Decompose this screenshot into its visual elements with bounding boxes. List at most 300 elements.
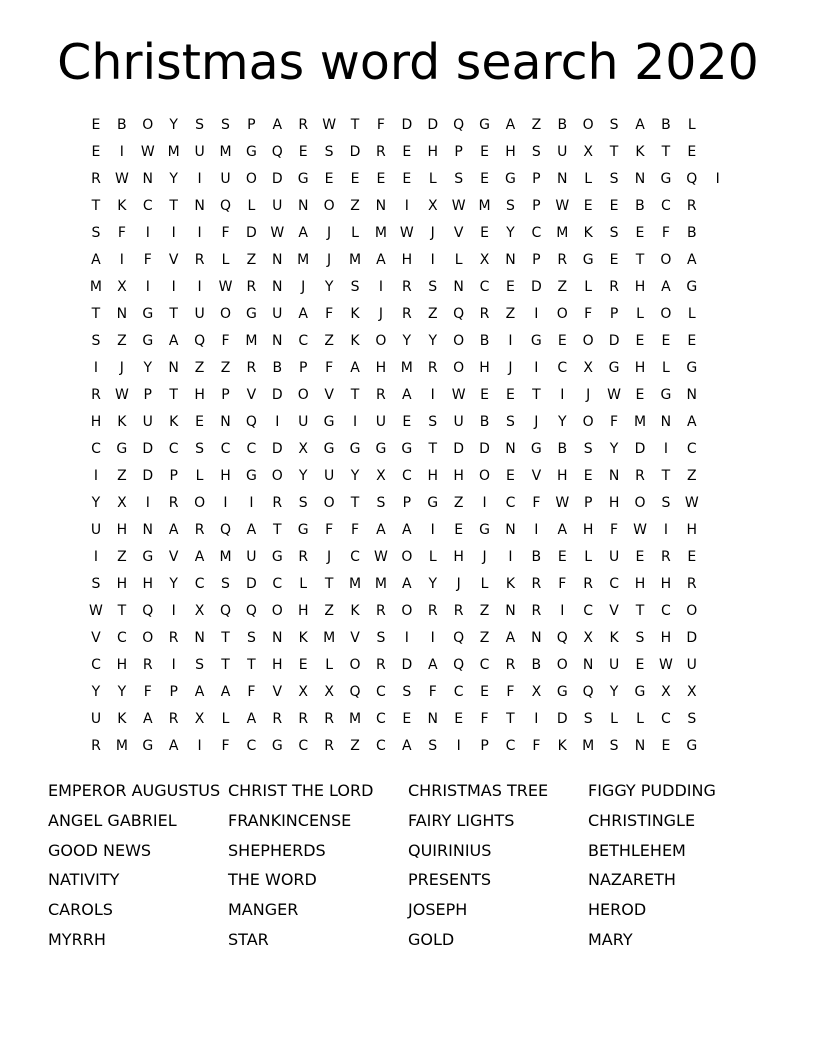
word-list-item: NAZARETH xyxy=(588,870,676,890)
grid-letter: Y xyxy=(169,171,178,187)
grid-letter: F xyxy=(532,738,541,754)
word-list-item: THE WORD xyxy=(228,870,317,890)
grid-letter: M xyxy=(400,360,413,376)
grid-letter: E xyxy=(454,711,464,727)
grid-letter: M xyxy=(323,630,336,646)
grid-letter: T xyxy=(609,144,619,160)
grid-letter: Q xyxy=(453,657,465,673)
grid-letter: S xyxy=(91,576,101,592)
grid-letter: S xyxy=(506,198,515,214)
grid-letter: R xyxy=(505,657,516,673)
grid-letter: I xyxy=(404,630,409,646)
grid-letter: G xyxy=(271,738,283,754)
grid-row xyxy=(83,436,731,463)
grid-row xyxy=(83,382,731,409)
grid-letter: E xyxy=(635,549,645,565)
grid-row xyxy=(83,301,731,328)
grid-letter: K xyxy=(117,414,127,430)
grid-letter: F xyxy=(506,684,515,700)
word-list-item: CHRIST THE LORD xyxy=(228,781,374,800)
grid-letter: A xyxy=(505,630,516,646)
grid-letter: C xyxy=(686,441,697,457)
grid-letter: P xyxy=(480,738,489,754)
grid-letter: U xyxy=(608,657,620,673)
grid-letter: I xyxy=(197,171,202,187)
grid-letter: K xyxy=(117,711,127,727)
grid-letter: H xyxy=(375,360,387,376)
grid-letter: R xyxy=(686,198,697,214)
grid-letter: E xyxy=(376,171,386,187)
grid-letter: I xyxy=(223,495,228,511)
grid-letter: N xyxy=(272,630,283,646)
grid-letter: D xyxy=(634,441,646,457)
grid-letter: B xyxy=(557,117,568,133)
grid-letter: M xyxy=(245,333,258,349)
grid-letter: Y xyxy=(298,468,308,484)
grid-letter: Q xyxy=(271,144,283,160)
grid-letter: V xyxy=(168,549,179,565)
grid-letter: F xyxy=(610,522,619,538)
grid-letter: R xyxy=(376,657,386,673)
grid-letter: O xyxy=(401,603,413,619)
grid-letter: G xyxy=(271,549,283,565)
grid-letter: X xyxy=(194,711,205,727)
grid-letter: A xyxy=(194,684,205,700)
grid-letter: G xyxy=(660,171,672,187)
grid-letter: R xyxy=(272,495,283,511)
grid-letter: L xyxy=(687,117,696,133)
grid-letter: N xyxy=(272,333,283,349)
grid-letter: V xyxy=(531,468,542,484)
grid-letter: R xyxy=(91,738,101,754)
word-list-item: GOOD NEWS xyxy=(48,840,152,860)
grid-letter: C xyxy=(557,360,568,376)
grid-letter: U xyxy=(246,549,257,565)
grid-letter: A xyxy=(376,252,386,268)
grid-letter: E xyxy=(506,468,515,484)
grid-letter: E xyxy=(480,225,489,241)
grid-letter: I xyxy=(663,522,668,538)
grid-letter: S xyxy=(91,333,101,349)
grid-letter: P xyxy=(583,495,593,511)
grid-letter: N xyxy=(453,279,464,295)
word-list-item: SHEPHERDS xyxy=(228,840,326,860)
grid-letter: X xyxy=(687,684,697,700)
grid-letter: F xyxy=(480,711,489,727)
grid-letter: Z xyxy=(479,630,490,646)
word-list-item: GOLD xyxy=(408,929,455,949)
grid-letter: N xyxy=(660,414,672,430)
grid-letter: M xyxy=(478,198,491,214)
grid-letter: H xyxy=(142,576,154,592)
grid-letter: W xyxy=(633,522,647,538)
grid-letter: G xyxy=(660,387,672,403)
grid-letter: E xyxy=(661,738,671,754)
grid-letter: R xyxy=(531,576,542,592)
grid-letter: N xyxy=(505,441,516,457)
grid-row xyxy=(83,517,731,544)
grid-letter: V xyxy=(91,630,101,646)
grid-letter: U xyxy=(90,711,102,727)
grid-letter: A xyxy=(557,522,568,538)
grid-letter: S xyxy=(661,495,671,511)
grid-letter: Q xyxy=(453,630,465,646)
grid-letter: J xyxy=(327,225,332,241)
grid-letter: N xyxy=(505,252,516,268)
word-list-item: FAIRY LIGHTS xyxy=(408,810,515,830)
grid-letter: S xyxy=(583,441,593,457)
grid-letter: I xyxy=(249,495,254,511)
grid-letter: G xyxy=(401,441,413,457)
grid-letter: Q xyxy=(219,603,231,619)
grid-letter: B xyxy=(272,360,283,376)
grid-letter: C xyxy=(298,333,309,349)
grid-letter: E xyxy=(687,144,697,160)
grid-letter: N xyxy=(608,468,620,484)
grid-letter: A xyxy=(220,684,231,700)
grid-letter: S xyxy=(91,225,101,241)
grid-letter: I xyxy=(171,279,176,295)
grid-letter: C xyxy=(272,576,283,592)
grid-letter: H xyxy=(505,144,516,160)
grid-letter: H xyxy=(272,657,283,673)
grid-letter: B xyxy=(531,657,542,673)
grid-letter: G xyxy=(686,360,698,376)
grid-letter: X xyxy=(298,684,308,700)
grid-letter: I xyxy=(352,414,358,430)
grid-letter: A xyxy=(350,360,360,376)
grid-letter: H xyxy=(427,144,438,160)
grid-letter: O xyxy=(582,333,594,349)
grid-letter: R xyxy=(686,576,697,592)
grid-letter: C xyxy=(376,738,386,754)
grid-letter: X xyxy=(583,360,593,376)
grid-letter: I xyxy=(508,333,513,349)
grid-letter: O xyxy=(323,198,335,214)
grid-letter: S xyxy=(376,630,386,646)
grid-letter: T xyxy=(273,522,282,538)
grid-letter: C xyxy=(91,441,101,457)
grid-letter: E xyxy=(687,333,697,349)
grid-letter: T xyxy=(169,306,178,322)
grid-letter: W xyxy=(89,603,103,619)
grid-letter: Y xyxy=(557,414,567,430)
grid-letter: B xyxy=(117,117,127,133)
grid-letter: E xyxy=(635,225,645,241)
grid-letter: O xyxy=(401,549,413,565)
grid-letter: S xyxy=(428,279,438,295)
grid-letter: I xyxy=(93,468,99,484)
grid-letter: P xyxy=(169,684,178,700)
grid-letter: X xyxy=(298,441,308,457)
grid-letter: O xyxy=(582,117,594,133)
grid-letter: V xyxy=(453,225,464,241)
grid-letter: N xyxy=(220,414,231,430)
grid-letter: U xyxy=(323,468,335,484)
grid-letter: Q xyxy=(142,603,154,619)
letter-grid xyxy=(83,112,731,760)
grid-letter: Z xyxy=(246,252,257,268)
grid-letter: G xyxy=(297,522,309,538)
grid-letter: V xyxy=(168,252,179,268)
grid-letter: G xyxy=(375,441,387,457)
grid-letter: G xyxy=(142,333,154,349)
grid-letter: I xyxy=(197,225,202,241)
word-list-item: QUIRINIUS xyxy=(408,840,492,860)
grid-letter: T xyxy=(635,252,645,268)
grid-letter: T xyxy=(661,144,671,160)
grid-letter: X xyxy=(583,144,593,160)
grid-letter: C xyxy=(298,738,309,754)
word-list xyxy=(48,776,768,955)
grid-letter: E xyxy=(480,684,489,700)
grid-letter: L xyxy=(610,711,618,727)
grid-letter: R xyxy=(376,144,386,160)
grid-letter: N xyxy=(272,252,283,268)
grid-letter: A xyxy=(687,252,697,268)
grid-letter: L xyxy=(687,306,696,322)
grid-letter: Q xyxy=(219,198,231,214)
grid-letter: D xyxy=(271,387,283,403)
grid-letter: Z xyxy=(687,468,697,484)
grid-letter: I xyxy=(430,630,435,646)
grid-letter: M xyxy=(556,225,569,241)
grid-letter: O xyxy=(453,333,465,349)
grid-letter: Z xyxy=(350,198,360,214)
grid-letter: B xyxy=(635,198,645,214)
grid-letter: G xyxy=(323,441,335,457)
grid-letter: G xyxy=(556,684,568,700)
grid-letter: R xyxy=(168,630,179,646)
grid-letter: F xyxy=(558,576,567,592)
page-title: Christmas word search 2020 xyxy=(57,34,759,91)
grid-letter: P xyxy=(609,306,619,322)
grid-letter: N xyxy=(505,603,516,619)
grid-letter: E xyxy=(506,387,515,403)
grid-letter: U xyxy=(220,171,231,187)
grid-letter: U xyxy=(557,144,568,160)
grid-letter: E xyxy=(350,171,360,187)
grid-letter: M xyxy=(115,738,128,754)
grid-letter: C xyxy=(479,657,490,673)
grid-row xyxy=(83,598,731,625)
grid-letter: C xyxy=(661,711,671,727)
grid-letter: M xyxy=(167,144,180,160)
grid-letter: K xyxy=(298,630,308,646)
grid-letter: S xyxy=(195,657,205,673)
grid-letter: U xyxy=(453,414,464,430)
grid-letter: C xyxy=(91,657,101,673)
grid-letter: D xyxy=(427,117,439,133)
grid-letter: S xyxy=(506,414,515,430)
grid-letter: S xyxy=(454,171,464,187)
grid-letter: C xyxy=(246,441,257,457)
grid-letter: V xyxy=(272,684,283,700)
grid-letter: F xyxy=(143,684,152,700)
grid-letter: E xyxy=(661,333,671,349)
grid-letter: E xyxy=(609,252,619,268)
grid-row xyxy=(83,247,731,274)
grid-letter: R xyxy=(91,171,101,187)
grid-letter: E xyxy=(635,387,645,403)
grid-letter: T xyxy=(635,603,645,619)
grid-letter: Y xyxy=(428,576,438,592)
grid-letter: Z xyxy=(505,306,516,322)
grid-letter: M xyxy=(219,144,232,160)
grid-letter: L xyxy=(195,468,204,484)
grid-letter: Y xyxy=(402,333,412,349)
grid-letter: C xyxy=(479,279,490,295)
grid-letter: D xyxy=(608,333,620,349)
grid-letter: D xyxy=(349,144,361,160)
grid-letter: H xyxy=(453,468,464,484)
grid-letter: H xyxy=(479,360,490,376)
grid-letter: M xyxy=(582,738,595,754)
grid-letter: R xyxy=(661,549,671,565)
grid-letter: S xyxy=(609,225,619,241)
grid-letter: O xyxy=(142,630,154,646)
grid-letter: H xyxy=(194,387,205,403)
grid-letter: X xyxy=(194,603,205,619)
grid-letter: X xyxy=(117,495,127,511)
word-list-item: MANGER xyxy=(228,900,299,920)
grid-letter: C xyxy=(376,684,386,700)
grid-letter: C xyxy=(116,630,127,646)
grid-letter: T xyxy=(91,306,101,322)
grid-letter: C xyxy=(531,225,542,241)
word-list-item: FRANKINCENSE xyxy=(228,810,352,830)
grid-letter: G xyxy=(245,306,257,322)
grid-letter: U xyxy=(608,549,620,565)
grid-letter: T xyxy=(91,198,101,214)
grid-letter: V xyxy=(324,387,334,403)
grid-letter: L xyxy=(247,198,256,214)
grid-letter: J xyxy=(586,387,591,403)
grid-letter: S xyxy=(350,279,360,295)
grid-letter: N xyxy=(272,279,283,295)
grid-row xyxy=(83,409,731,436)
grid-letter: I xyxy=(508,549,513,565)
grid-letter: N xyxy=(168,360,179,376)
grid-letter: S xyxy=(221,576,230,592)
grid-letter: N xyxy=(505,522,516,538)
grid-letter: N xyxy=(557,171,568,187)
grid-letter: B xyxy=(479,414,490,430)
grid-letter: C xyxy=(220,441,231,457)
grid-letter: R xyxy=(609,279,619,295)
grid-letter: R xyxy=(557,252,568,268)
grid-letter: A xyxy=(298,306,308,322)
grid-letter: H xyxy=(634,360,646,376)
word-list-item: EMPEROR AUGUSTUS xyxy=(48,781,221,800)
grid-row xyxy=(83,355,731,382)
grid-letter: G xyxy=(349,441,361,457)
grid-letter: L xyxy=(454,252,463,268)
grid-letter: D xyxy=(686,630,698,646)
grid-letter: I xyxy=(404,198,409,214)
grid-letter: L xyxy=(584,549,593,565)
grid-letter: X xyxy=(479,252,490,268)
grid-letter: Y xyxy=(609,441,619,457)
word-list-item: STAR xyxy=(228,929,269,949)
grid-letter: D xyxy=(246,576,257,592)
grid-letter: F xyxy=(221,333,230,349)
grid-letter: H xyxy=(401,252,413,268)
grid-letter: K xyxy=(635,144,645,160)
grid-letter: O xyxy=(271,468,283,484)
grid-letter: W xyxy=(270,225,285,241)
grid-letter: R xyxy=(376,603,386,619)
grid-letter: S xyxy=(324,144,334,160)
grid-letter: R xyxy=(427,603,438,619)
grid-letter: O xyxy=(453,360,465,376)
grid-letter: R xyxy=(298,711,309,727)
grid-letter: A xyxy=(402,576,412,592)
grid-letter: E xyxy=(195,414,204,430)
grid-letter: W xyxy=(684,495,699,511)
grid-letter: W xyxy=(555,198,570,214)
grid-letter: A xyxy=(142,711,153,727)
grid-letter: I xyxy=(145,225,150,241)
grid-letter: B xyxy=(479,333,490,349)
grid-letter: J xyxy=(534,414,539,430)
grid-letter: E xyxy=(506,279,515,295)
grid-letter: E xyxy=(298,657,308,673)
grid-letter: F xyxy=(221,225,230,241)
grid-letter: M xyxy=(348,711,362,727)
grid-letter: E xyxy=(91,117,101,133)
grid-letter: I xyxy=(430,252,435,268)
grid-letter: I xyxy=(482,495,487,511)
grid-letter: G xyxy=(582,252,594,268)
grid-letter: C xyxy=(350,549,360,565)
grid-letter: P xyxy=(221,387,230,403)
grid-letter: G xyxy=(686,279,698,295)
grid-letter: G xyxy=(479,117,490,133)
grid-letter: O xyxy=(194,495,206,511)
grid-letter: J xyxy=(301,279,306,295)
grid-letter: W xyxy=(218,279,233,295)
grid-letter: I xyxy=(171,657,176,673)
grid-letter: A xyxy=(168,333,179,349)
grid-letter: E xyxy=(635,333,645,349)
grid-letter: L xyxy=(584,279,593,295)
grid-letter: K xyxy=(609,630,619,646)
grid-letter: R xyxy=(531,603,542,619)
grid-letter: C xyxy=(246,738,257,754)
grid-letter: J xyxy=(327,549,332,565)
grid-letter: L xyxy=(584,171,593,187)
grid-letter: R xyxy=(401,306,412,322)
grid-letter: L xyxy=(636,711,644,727)
grid-letter: E xyxy=(557,549,567,565)
grid-row xyxy=(83,112,731,139)
grid-row xyxy=(83,706,731,733)
grid-letter: S xyxy=(687,711,697,727)
grid-letter: I xyxy=(93,360,99,376)
grid-letter: G xyxy=(608,360,620,376)
grid-letter: A xyxy=(427,657,438,673)
grid-letter: Z xyxy=(324,333,334,349)
grid-letter: K xyxy=(505,576,516,592)
grid-letter: D xyxy=(142,468,154,484)
grid-letter: Y xyxy=(169,576,178,592)
grid-letter: Q xyxy=(453,117,465,133)
grid-letter: E xyxy=(480,387,489,403)
grid-letter: C xyxy=(168,441,179,457)
grid-letter: U xyxy=(194,306,205,322)
grid-letter: A xyxy=(272,117,283,133)
